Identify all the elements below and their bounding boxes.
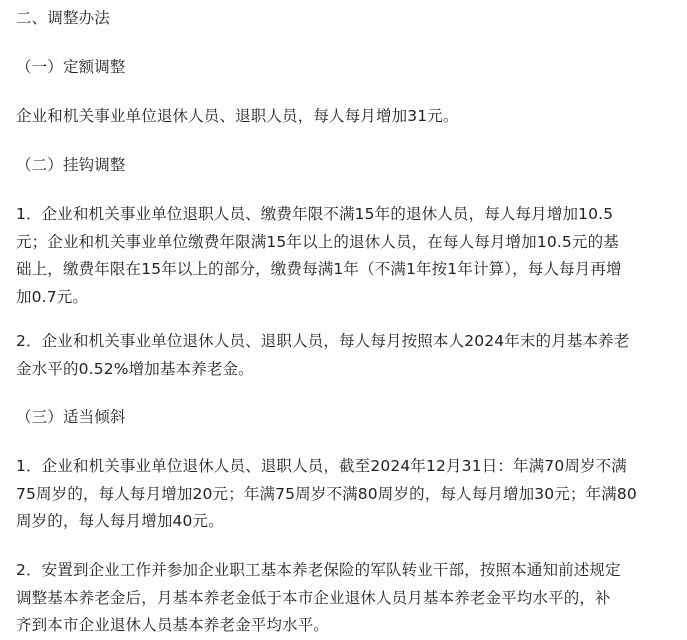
paragraph-line: 础上，缴费年限在15年以上的部分，缴费每满1年（不满1年按1年计算），每人每月再增 [16, 260, 622, 278]
paragraph-line: 加0.7元。 [16, 287, 89, 306]
paragraph-line: 调整基本养老金后，月基本养老金低于本市企业退休人员月基本养老金平均水平的，补 [16, 588, 611, 607]
subsection-heading-linked-adjustment: （二）挂钩调整 [16, 156, 126, 174]
appropriate-tilt-item-2 [16, 557, 652, 640]
paragraph-line: 1．企业和机关事业单位退职人员、缴费年限不满15年的退休人员，每人每月增加10.5 [16, 205, 614, 223]
subsection-heading-appropriate-tilt: （三）适当倾斜 [16, 408, 126, 426]
fixed-adjustment-paragraph: 企业和机关事业单位退休人员、退职人员，每人每月增加31元。 [16, 107, 459, 125]
paragraph-line: 2．安置到企业工作并参加企业职工基本养老保险的军队转业干部，按照本通知前述规定 [16, 561, 621, 579]
paragraph-line: 齐到本市企业退休人员基本养老金平均水平。 [16, 616, 330, 634]
linked-adjustment-item-1 [16, 201, 652, 311]
paragraph-line: 周岁的，每人每月增加40元。 [16, 512, 224, 530]
appropriate-tilt-item-1 [16, 453, 652, 536]
paragraph-line: 金水平的0.52%增加基本养老金。 [16, 359, 254, 378]
paragraph-line: 75周岁的，每人每月增加20元；年满75周岁不满80周岁的，每人每月增加30元；年满80 [16, 484, 637, 503]
linked-adjustment-item-2 [16, 328, 652, 383]
subsection-heading-fixed-adjustment: （一）定额调整 [16, 58, 126, 76]
paragraph-line: 2．企业和机关事业单位退休人员、退职人员，每人每月按照本人2024年末的月基本养老 [16, 332, 630, 350]
paragraph-line: 1．企业和机关事业单位退休人员、退职人员，截至2024年12月31日：年满70周岁不满 [16, 457, 627, 475]
paragraph-line: 元；企业和机关事业单位缴费年限满15年以上的退休人员，在每人每月增加10.5元的基 [16, 232, 619, 251]
section-heading: 二、调整办法 [16, 9, 110, 27]
